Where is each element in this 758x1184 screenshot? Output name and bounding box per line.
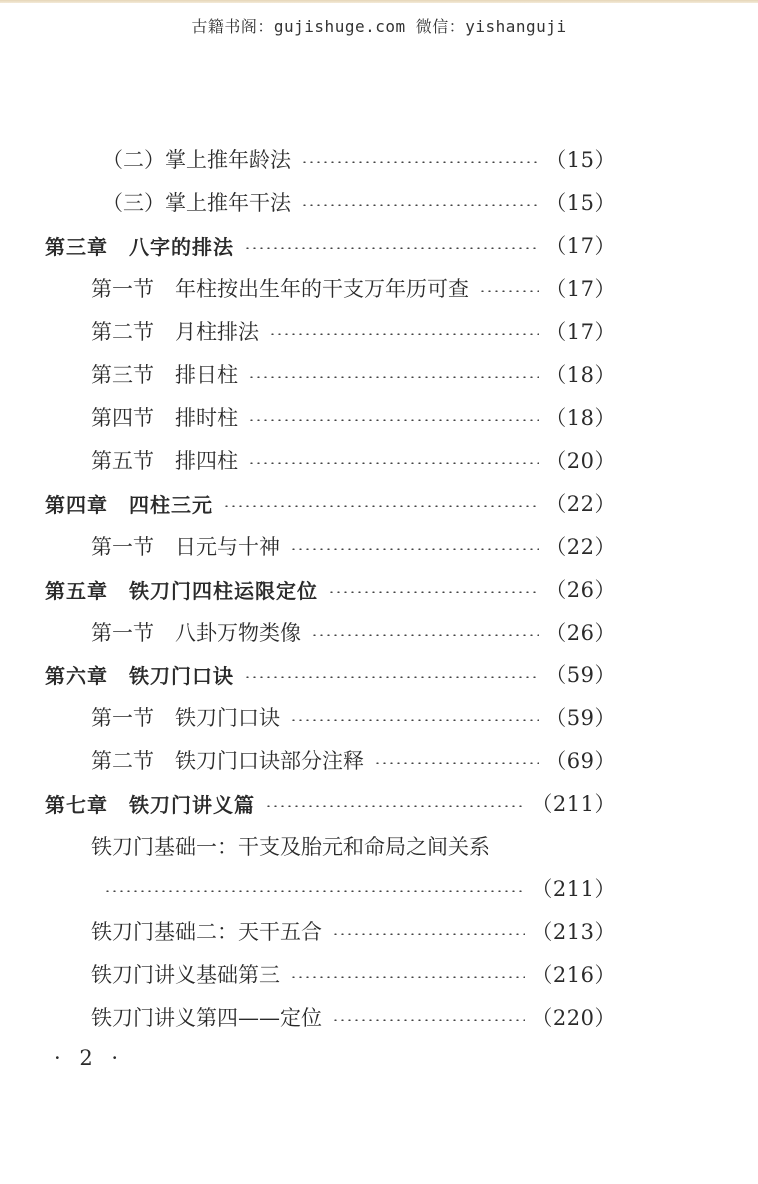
toc-section-page: （59） [545,706,616,730]
toc-entry-page: （15） [545,191,616,215]
leader-dots [265,805,525,807]
leader-dots [104,890,525,892]
toc-section[interactable] [91,1000,616,1034]
toc-chapter-page: （59） [545,663,616,687]
toc-section-label: 第三节 排日柱 [91,363,238,387]
toc-section-page: （17） [545,277,616,301]
toc-section[interactable] [91,615,616,649]
toc-section[interactable] [91,914,616,948]
leader-dots [332,933,525,935]
toc-section[interactable] [91,957,616,991]
leader-dots [244,247,539,249]
toc-section-page: （17） [545,320,616,344]
toc-section-page: （216） [531,963,616,987]
toc-section[interactable] [91,271,616,305]
toc-section-label: 第一节 铁刀门口诀 [91,706,280,730]
toc-section-label: 铁刀门讲义基础第三 [91,963,280,987]
toc-section-label: 铁刀门讲义第四——定位 [91,1006,322,1030]
toc-section[interactable] [91,443,616,477]
toc-chapter-page: （26） [545,578,616,602]
leader-dots [248,419,539,421]
toc-section[interactable] [91,743,616,777]
leader-dots [248,462,539,464]
watermark-text: 古籍书阁：gujishuge.com 微信：yishanguji [191,17,567,36]
toc-chapter-label: 第四章 四柱三元 [45,492,213,517]
toc-section-page: （69） [545,749,616,773]
leader-dots [301,161,539,163]
page-number: · 2 · [54,1046,125,1070]
toc-chapter-label: 第三章 八字的排法 [45,234,234,259]
toc-section-continuation[interactable] [104,871,616,905]
toc-section-label: 铁刀门基础一：干支及胎元和命局之间关系 [91,835,490,859]
leader-dots [290,976,525,978]
toc-chapter[interactable] [45,786,616,820]
toc-section[interactable] [91,314,616,348]
leader-dots [223,505,539,507]
leader-dots [328,591,539,593]
toc-section-label: 第一节 日元与十神 [91,535,280,559]
toc-entry[interactable] [102,142,616,176]
toc-section-page: （22） [545,535,616,559]
leader-dots [290,719,539,721]
leader-dots [290,548,539,550]
leader-dots [479,290,539,292]
toc-section-multiline[interactable] [91,829,616,863]
toc-chapter[interactable] [45,572,616,606]
toc-section-page: （20） [545,449,616,473]
leader-dots [311,634,539,636]
toc-section[interactable] [91,529,616,563]
toc-section[interactable] [91,700,616,734]
toc-chapter[interactable] [45,657,616,691]
toc-chapter-page: （211） [531,792,616,816]
toc-section-page: （220） [531,1006,616,1030]
toc-chapter-label: 第五章 铁刀门四柱运限定位 [45,578,318,603]
toc-section-label: 第二节 月柱排法 [91,320,259,344]
leader-dots [301,204,539,206]
toc-section-page: （18） [545,363,616,387]
toc-section[interactable] [91,400,616,434]
leader-dots [248,376,539,378]
top-border [0,0,758,3]
toc-section-page: （26） [545,621,616,645]
toc-chapter-page: （22） [545,492,616,516]
toc-entry-label: （三）掌上推年干法 [102,191,291,215]
toc-section-label: 第二节 铁刀门口诀部分注释 [91,749,364,773]
toc-section-page: （18） [545,406,616,430]
toc-section-label: 第一节 八卦万物类像 [91,621,301,645]
toc-section[interactable] [91,357,616,391]
toc-entry-page: （15） [545,148,616,172]
leader-dots [332,1019,525,1021]
toc-chapter[interactable] [45,486,616,520]
leader-dots [374,762,539,764]
toc-section-label: 第一节 年柱按出生年的干支万年历可查 [91,277,469,301]
toc-chapter-label: 第七章 铁刀门讲义篇 [45,792,255,817]
toc-section-label: 第五节 排四柱 [91,449,238,473]
leader-dots [269,333,539,335]
toc-chapter[interactable] [45,228,616,262]
toc-section-label: 铁刀门基础二：天干五合 [91,920,322,944]
toc-section-page: （213） [531,920,616,944]
toc-chapter-page: （17） [545,234,616,258]
toc-section-label: 第四节 排时柱 [91,406,238,430]
toc-entry[interactable] [102,185,616,219]
toc-chapter-label: 第六章 铁刀门口诀 [45,663,234,688]
leader-dots [244,676,539,678]
toc-section-page: （211） [531,877,616,901]
toc-entry-label: （二）掌上推年龄法 [102,148,291,172]
